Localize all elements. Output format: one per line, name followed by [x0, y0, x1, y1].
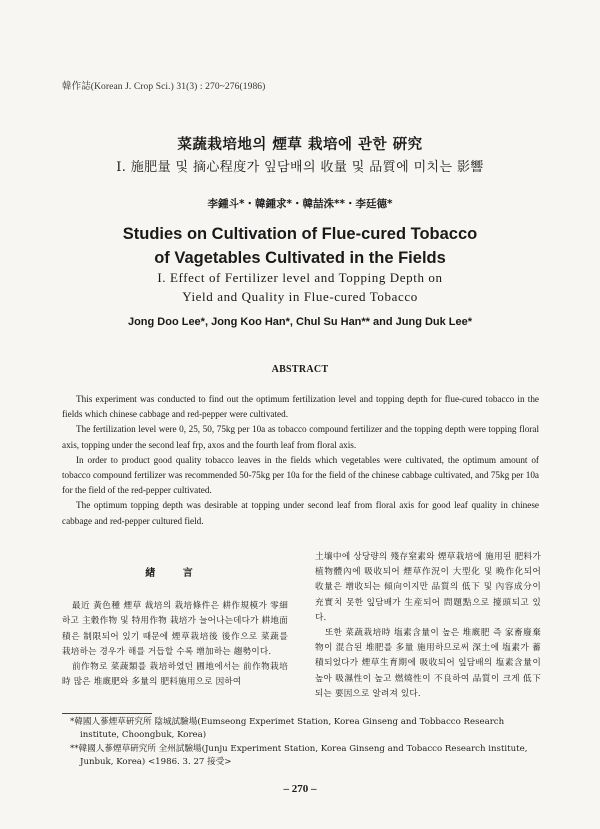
english-subtitle: [0, 268, 600, 306]
footnote-divider: [62, 713, 152, 714]
body-column-right: [315, 550, 541, 702]
footnote-affiliation-2: **韓國人蔘煙草硏究所 全州試驗場(Junju Experiment Station, Korea Ginseng and Tobacco Research institute, Junbuk, Korea) <1986. 3. 27 接受>: [70, 743, 528, 768]
english-title: [0, 222, 600, 270]
body-paragraph: 土壤中에 상당량의 殘存窒素와 煙草栽培에 施用된 肥料가 植物體內에 吸收되어 煙草作況이 大型化 및 晩作化되어 收量은 增收되는 傾向이지만 品質의 低下 및 內容成分이 充實치 못한 잎담배가 生産되어 問題點으로 擡頭되고 있다.: [315, 552, 541, 623]
body-paragraph: 또한 菜蔬栽培時 塩素含量이 높은 堆廐肥 즉 家畜廢棄物이 混合된 堆肥를 多量 施用하므로써 深土에 塩素가 蓄積되었다가 煙草生育期에 吸收되어 잎담배의 塩素含量이 높아 吸濕性이 높고 燃燒性이 不良하여 品質이 크게 低下되는 要因으로 알려져 있다.: [315, 628, 541, 699]
abstract-paragraph: The optimum topping depth was desirable at topping under second leaf from floral axis for good leaf quality in chinese cabbage and red-pepper cultured field.: [62, 500, 539, 526]
abstract-body: [62, 392, 539, 529]
english-authors: Jong Doo Lee*, Jong Koo Han*, Chul Su Han** and Jung Duk Lee*: [127, 316, 473, 328]
abstract-heading: ABSTRACT: [271, 364, 329, 375]
section-heading-introduction: 緖 言: [145, 568, 205, 579]
korean-subtitle: I. 施肥量 및 摘心程度가 잎담배의 收量 및 品質에 미치는 影響: [116, 160, 484, 175]
english-subtitle-line-2: Yield and Quality in Flue-cured Tobacco: [182, 289, 418, 304]
abstract-paragraph: This experiment was conducted to find out the optimum fertilization level and topping depth for flue-cured tobacco in the fields which chinese cabbage and red-pepper were cultivated.: [62, 394, 539, 420]
body-column-left: [62, 550, 288, 690]
page-number: – 270 –: [283, 783, 317, 795]
english-title-line-2: of Vagetables Cultivated in the Fields: [154, 249, 446, 267]
english-subtitle-line-1: I. Effect of Fertilizer level and Topping Depth on: [157, 270, 443, 285]
footnote-affiliation-1: *韓國人蔘煙草硏究所 陰城試驗場(Eumseong Experimet Station, Korea Ginseng and Tobbacco Research institute, Choongbuk, Korea): [70, 717, 505, 741]
english-title-line-1: Studies on Cultivation of Flue-cured Tobacco: [122, 225, 478, 243]
journal-citation: 韓作誌(Korean J. Crop Sci.) 31(3) : 270~276(1986): [62, 82, 266, 92]
abstract-paragraph: The fertilization level were 0, 25, 50, 75kg per 10a as tobacco compound fertilizer and the topping depth were topping floral axis, topping under the second leaf frp, axos and the fourth leaf from floral axis.: [62, 424, 539, 450]
body-paragraph: 前作物로 菜蔬類를 栽培하였던 圃地에서는 前作物栽培時 많은 堆廐肥와 多量의 肥料施用으로 因하여: [62, 662, 288, 688]
korean-authors: 李鍾斗*・韓鍾求*・韓喆洙**・李廷德*: [207, 198, 393, 210]
footnotes: [70, 716, 540, 770]
body-paragraph: 最近 黃色種 煙草 裁培의 栽培條件은 耕作規模가 零細하고 主穀作物 및 特用作物 栽培가 늘어나는데다가 耕地面積은 制限되어 있기 때문에 煙草栽培後 後作으로 菜蔬를 栽培하는 경우가 해를 거듭할 수록 增加하는 趨勢이다.: [62, 601, 288, 657]
abstract-paragraph: In order to product good quality tobacco leaves in the fields which vegetables were cultivated, the optimum amount of tobacco compound fertilizer was recommended 50-75kg per 10a for the field of the chinese cabbage cultivated, and 75kg per 10a for the field of the red-pepper cultivated.: [62, 454, 539, 496]
korean-title: 菜蔬栽培地의 煙草 栽培에 관한 硏究: [177, 137, 423, 153]
